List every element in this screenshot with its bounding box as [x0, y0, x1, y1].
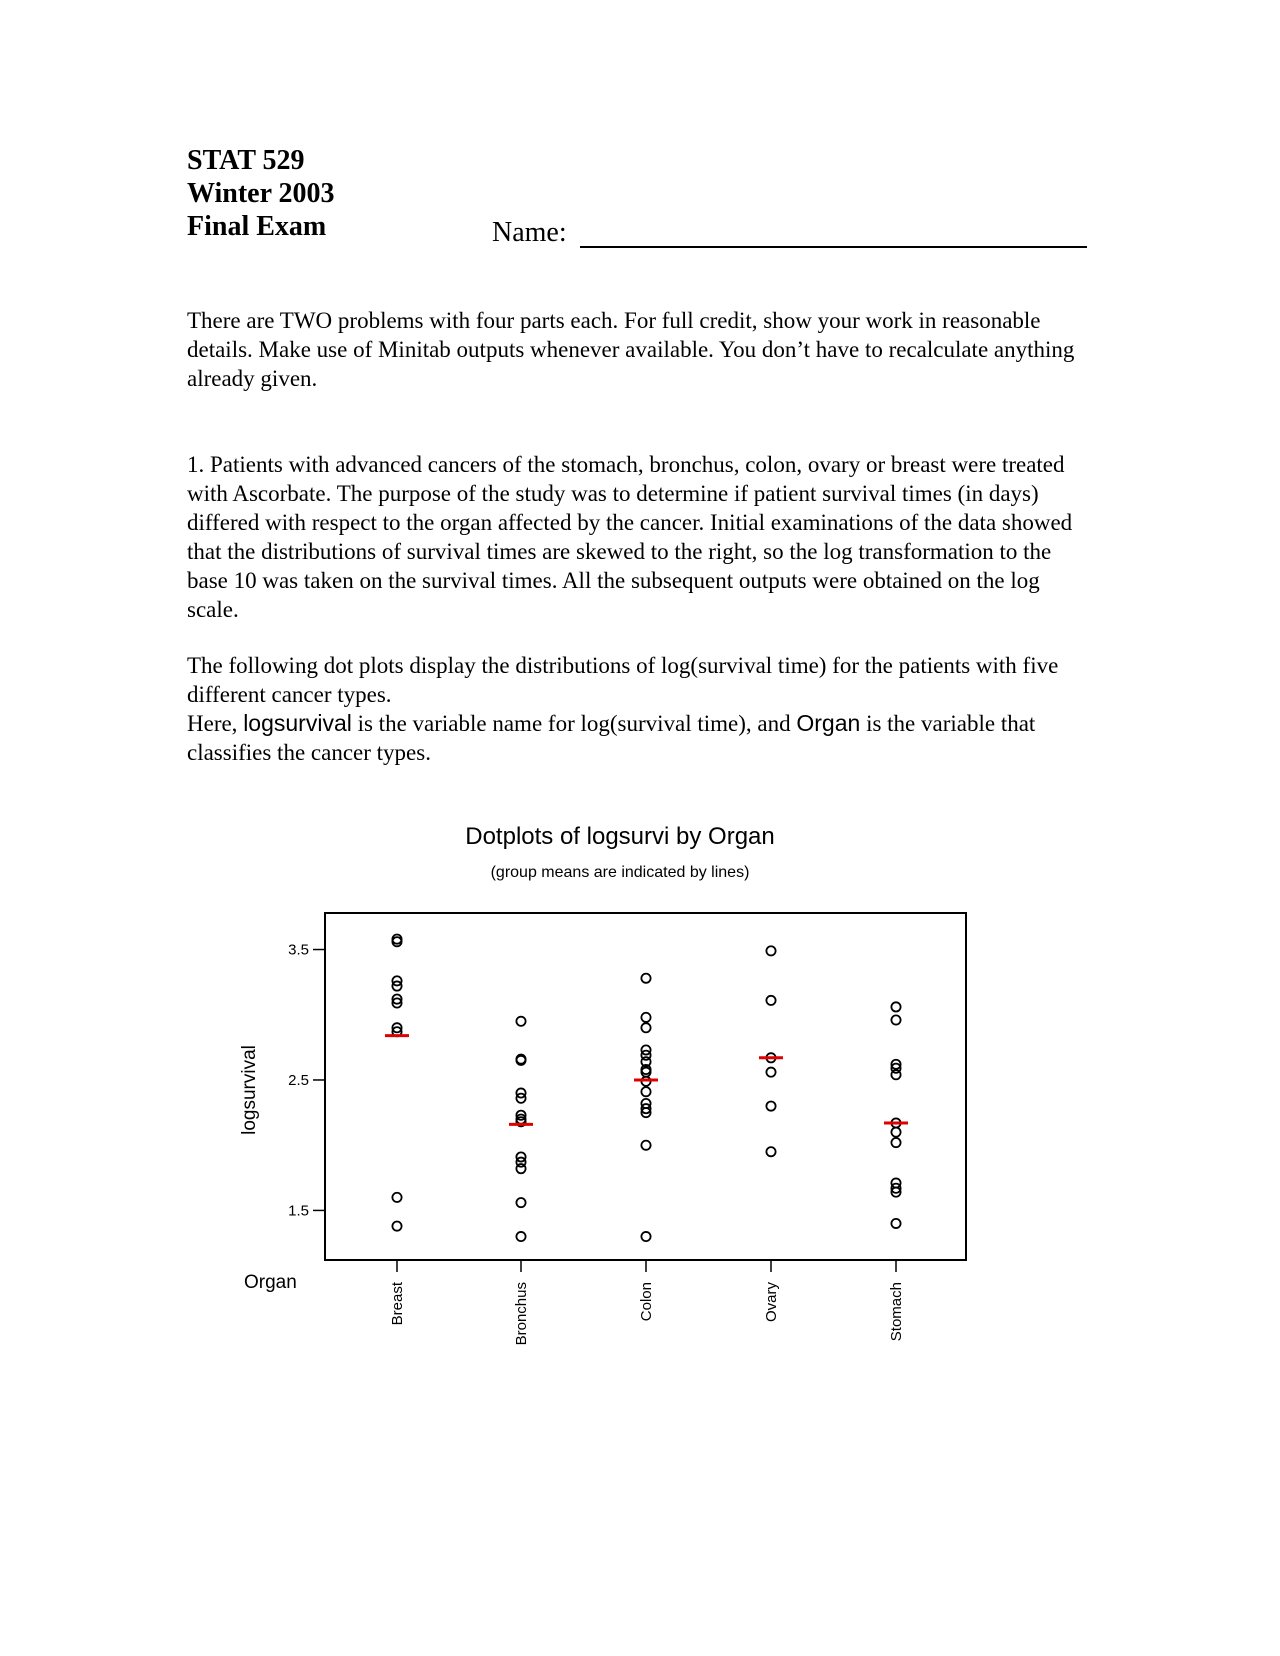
- data-point-bronchus: [516, 1017, 525, 1026]
- data-point-stomach: [891, 1002, 900, 1011]
- y-axis-ticks: [288, 942, 325, 1220]
- x-tick-label-bronchus: Bronchus: [513, 1282, 530, 1346]
- data-point-stomach: [891, 1219, 900, 1228]
- problem-1-paragraph: 1. Patients with advanced cancers of the stomach, bronchus, colon, ovary or breast were treated with Ascorbate. The purpose of the study was to determine if patient survival times (in days) differed with respect to the organ affected by the cancer. Initial examinations of the data showed that the distributions of survival times are skewed to the right, so the log transformation to the base 10 was taken on the survival times. All the subsequent outputs were obtained on the log scale.: [187, 452, 1073, 622]
- x-tick-label-colon: Colon: [638, 1282, 655, 1322]
- y-tick-label: 1.5: [288, 1202, 309, 1220]
- data-point-breast: [392, 1221, 401, 1230]
- x-tick-label-stomach: Stomach: [888, 1282, 905, 1342]
- name-label: Name:: [492, 217, 567, 248]
- variable-name-logsurvival: logsurvival: [243, 710, 352, 736]
- data-point-bronchus: [516, 1232, 525, 1241]
- data-point-stomach: [891, 1138, 900, 1147]
- x-tick-label-breast: Breast: [389, 1282, 406, 1326]
- data-point-colon: [641, 1023, 650, 1032]
- x-axis-ticks: [389, 1260, 905, 1345]
- data-point-ovary: [766, 946, 775, 955]
- data-point-ovary: [766, 996, 775, 1005]
- data-point-colon: [641, 1232, 650, 1241]
- x-axis-label: Organ: [244, 1272, 297, 1293]
- var-sentence-mid: is the variable name for log(survival time), and: [357, 711, 791, 736]
- data-point-breast: [392, 1193, 401, 1202]
- factor-name-organ: Organ: [796, 710, 861, 736]
- y-axis-label: logsurvival: [239, 1045, 260, 1135]
- var-sentence-suffix: is the variable that classifies the cancer types.: [187, 711, 1036, 765]
- term-label: Winter 2003: [187, 178, 335, 209]
- data-point-ovary: [766, 1101, 775, 1110]
- data-point-stomach: [891, 1128, 900, 1137]
- instructions-paragraph: There are TWO problems with four parts each. For full credit, show your work in reasonable details. Make use of Minitab outputs whenever available. You don’t have to recalculate anything already given.: [187, 308, 1075, 391]
- exam-title: Final Exam: [187, 211, 327, 242]
- dotplot-intro-text: The following dot plots display the distributions of log(survival time) for the patients with five different cancer types.: [187, 653, 1059, 707]
- data-point-bronchus: [516, 1164, 525, 1173]
- data-point-bronchus: [516, 1198, 525, 1207]
- data-point-colon: [641, 1141, 650, 1150]
- data-point-ovary: [766, 1147, 775, 1156]
- y-tick-label: 2.5: [288, 1071, 309, 1089]
- course-title: STAT 529: [187, 145, 305, 176]
- data-point-stomach: [891, 1015, 900, 1024]
- data-point-ovary: [766, 1068, 775, 1077]
- var-sentence-prefix: Here,: [187, 711, 238, 736]
- data-point-colon: [641, 974, 650, 983]
- y-tick-label: 3.5: [288, 941, 309, 959]
- chart-title: Dotplots of logsurvi by Organ: [465, 823, 775, 850]
- group-mean-lines: [385, 1036, 908, 1125]
- x-tick-label-ovary: Ovary: [763, 1282, 780, 1323]
- data-points: [392, 934, 900, 1241]
- data-point-colon: [641, 1087, 650, 1096]
- data-point-stomach: [891, 1070, 900, 1079]
- chart-subtitle: (group means are indicated by lines): [490, 864, 750, 881]
- data-point-colon: [641, 1013, 650, 1022]
